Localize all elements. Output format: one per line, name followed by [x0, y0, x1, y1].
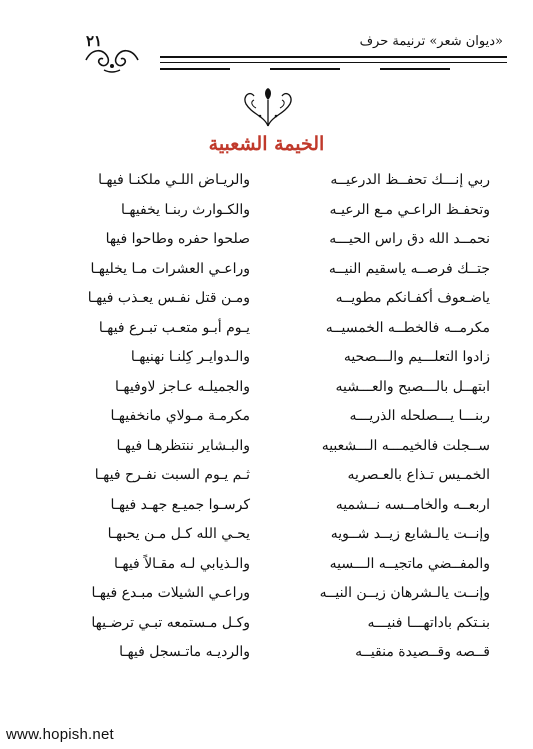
- verse-first-hemistich: جتــك فرصــه ياسقيم النيــه: [328, 260, 490, 277]
- verse-row: [50, 467, 490, 497]
- book-title: «ديوان شعر» ترنيمة حرف: [359, 34, 503, 49]
- verse-second-hemistich: والكـوارث ربنـا يخفيهـا: [120, 201, 250, 218]
- verse-first-hemistich: الخمـيس تـذاع بالعـصريه: [347, 467, 490, 483]
- verse-first-hemistich: ربي إنـــك تحفــظ الدرعيــه: [330, 172, 490, 188]
- verse-first-hemistich: ربنـــا يـــصلحله الذريـــه: [349, 408, 490, 424]
- verse-row: [50, 290, 490, 320]
- verse-second-hemistich: والـذيابي لـه مقـالاً فيهـا: [114, 555, 250, 572]
- verse-first-hemistich: وتحفـظ الراعـي مـع الرعيـه: [329, 201, 490, 218]
- header-rule-upper: [160, 56, 507, 58]
- verse-row: [50, 615, 490, 645]
- header-flourish-icon: [82, 44, 142, 74]
- poem-title: الخيمة الشعبية: [208, 133, 325, 155]
- verse-second-hemistich: وراعـي العشرات مـا يخليهـا: [90, 260, 250, 277]
- verse-second-hemistich: والبـشاير ننتظرهـا فيهـا: [116, 437, 250, 454]
- verse-second-hemistich: وكـل مـستمعه تبـي ترضـيها: [91, 614, 250, 631]
- verse-row: [50, 320, 490, 350]
- verse-second-hemistich: ثـم يـوم السبت نفـرح فيهـا: [94, 467, 250, 483]
- poem-verses: [50, 172, 490, 674]
- verse-second-hemistich: مكرمـة مـولاي مانخفيهـا: [110, 408, 250, 424]
- header-rule-dash-1: [160, 68, 230, 70]
- verse-first-hemistich: وإنــت يالـشرهان زيــن النيــه: [319, 585, 490, 601]
- verse-row: [50, 172, 490, 202]
- verse-second-hemistich: ومـن قتل نفـس يعـذب فيهـا: [87, 290, 250, 306]
- verse-row: [50, 261, 490, 291]
- verse-first-hemistich: ياضـعوف أكفـانكم مطويــه: [335, 290, 490, 306]
- title-ornament-icon: [238, 86, 298, 130]
- verse-first-hemistich: وإنــت يالـشايع زيــد شــويه: [330, 526, 490, 542]
- verse-row: [50, 408, 490, 438]
- verse-row: [50, 379, 490, 409]
- verse-second-hemistich: كرسـوا جميـع جهـد فيهـا: [110, 496, 250, 513]
- verse-first-hemistich: ابتهــل بالـــصبح والعـــشيه: [335, 378, 490, 395]
- verse-row: [50, 556, 490, 586]
- verse-second-hemistich: والريـاض اللـي ملكنـا فيهـا: [98, 172, 250, 188]
- verse-second-hemistich: يـوم أبـو متعـب تبـرع فيهـا: [98, 319, 250, 336]
- verse-row: [50, 585, 490, 615]
- verse-second-hemistich: صلحوا حفره وطاحوا فيها: [105, 231, 250, 247]
- verse-second-hemistich: وراعـي الشيلات مبـدع فيهـا: [91, 585, 250, 601]
- verse-row: [50, 526, 490, 556]
- header-rule-dash-3: [380, 68, 450, 70]
- verse-row: [50, 231, 490, 261]
- verse-row: [50, 497, 490, 527]
- verse-row: [50, 644, 490, 674]
- verse-first-hemistich: والمفــضي ماتجيــه الـــسيه: [329, 555, 490, 572]
- verse-row: [50, 438, 490, 468]
- verse-first-hemistich: اربعــه والخامــسه نــشميه: [335, 496, 490, 513]
- verse-second-hemistich: يحـي الله كـل مـن يحبهـا: [107, 526, 250, 542]
- verse-first-hemistich: ســجلت فالخيمـــه الـــشعبيه: [321, 437, 490, 454]
- verse-first-hemistich: نحمــد الله دق راس الحيـــه: [329, 231, 490, 247]
- verse-first-hemistich: مكرمــه فالخطــه الخمسيــه: [325, 319, 490, 336]
- verse-second-hemistich: والجميلـه عـاجز لاوفيهـا: [115, 378, 250, 395]
- verse-first-hemistich: قــصه وقــصيدة منقيــه: [355, 644, 490, 660]
- verse-second-hemistich: والـدوايـر كِلنـا نهنيهـا: [130, 349, 250, 365]
- verse-first-hemistich: زادوا التعلـــيم والـــصحيه: [343, 349, 490, 365]
- site-watermark: www.hopish.net: [6, 726, 114, 743]
- verse-second-hemistich: والرديـه ماتـسجل فيهـا: [119, 644, 250, 660]
- verse-first-hemistich: بنـتكم باداتهـــا فنيـــه: [367, 614, 490, 631]
- page-number: ٢١: [86, 32, 103, 50]
- verse-row: [50, 349, 490, 379]
- header-rule-lower: [160, 62, 507, 63]
- verse-row: [50, 202, 490, 232]
- header-rule-dash-2: [270, 68, 340, 70]
